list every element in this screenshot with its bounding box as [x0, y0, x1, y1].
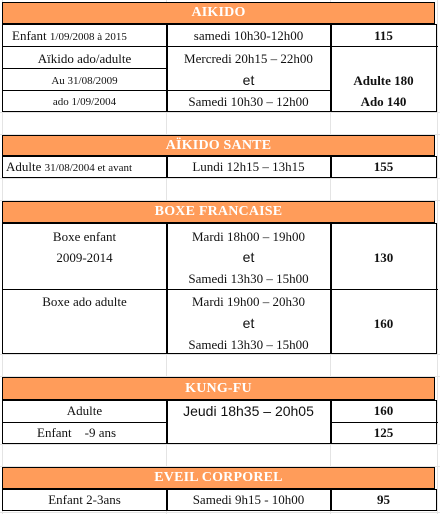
public-label: Enfant	[12, 28, 47, 43]
grid-line	[0, 444, 440, 445]
price-cell: 130	[373, 250, 394, 265]
schedule-cell: Jeudi 18h35 – 20h05	[183, 403, 314, 419]
schedule-table	[2, 24, 437, 112]
row-divider	[3, 46, 438, 47]
public-dates: 1/09/2008 à 2015	[49, 31, 127, 43]
schedule-cell: Samedi 9h15 - 10h00	[192, 492, 305, 507]
public-cell: Boxe enfant	[52, 229, 117, 244]
public-dates: Au 31/08/2009	[51, 75, 118, 87]
public-dates: 2009-2014	[56, 250, 113, 265]
schedule-cell: Mardi 18h00 – 19h00	[191, 229, 306, 244]
section-title: AÏKIDO SANTE	[2, 135, 435, 156]
schedule-connector: et	[242, 72, 255, 88]
schedule-cell: Lundi 12h15 – 13h15	[192, 159, 305, 174]
section-aikido	[2, 2, 437, 112]
section-kung-fu	[2, 377, 437, 444]
public-cell: Enfant 2-3ans	[48, 492, 121, 507]
section-title: BOXE FRANCAISE	[2, 201, 435, 223]
section-aikido-sante	[2, 135, 437, 178]
section-title: EVEIL CORPOREL	[2, 467, 435, 489]
public-dates: 31/08/2004 et avant	[44, 162, 133, 174]
row-divider	[3, 68, 166, 69]
schedule-table	[2, 223, 437, 354]
schedule-table	[2, 400, 437, 444]
price-cell: 115	[374, 28, 393, 43]
public-label: Adulte	[6, 159, 42, 174]
grid-line	[0, 512, 440, 513]
schedule-connector: et	[242, 249, 255, 265]
section-title: AIKIDO	[2, 2, 435, 24]
price-cell: Adulte 180	[353, 73, 414, 88]
row-divider	[3, 422, 166, 423]
public-cell: Boxe ado adulte	[42, 294, 127, 309]
grid-line	[437, 0, 438, 514]
public-cell: Enfant -9 ans	[37, 425, 117, 440]
row-divider	[3, 289, 438, 290]
price-cell: Ado 140	[360, 94, 407, 109]
row-divider	[331, 422, 438, 423]
price-cell: 155	[373, 159, 394, 174]
schedule-cell: Samedi 13h30 – 15h00	[188, 337, 309, 352]
price-cell: 160	[373, 316, 394, 331]
schedule-cell: samedi 10h30-12h00	[193, 28, 304, 43]
row-divider	[3, 90, 166, 91]
schedule-cell: Samedi 13h30 – 15h00	[188, 271, 309, 286]
price-cell: 125	[373, 425, 394, 440]
section-boxe-francaise	[2, 201, 437, 354]
schedule-cell: Mardi 19h00 – 20h30	[191, 294, 306, 309]
price-cell: 95	[377, 492, 390, 507]
schedule-connector: et	[242, 315, 255, 331]
public-cell	[6, 159, 132, 175]
price-cell: 160	[373, 403, 394, 418]
public-cell: Adulte	[66, 403, 103, 418]
schedule-table	[2, 489, 437, 511]
public-cell	[12, 28, 127, 44]
public-cell: Aïkido ado/adulte	[37, 51, 132, 66]
row-divider	[167, 90, 331, 91]
public-dates: ado 1/09/2004	[52, 96, 117, 108]
schedule-cell: Mercredi 20h15 – 22h00	[184, 51, 313, 66]
section-eveil-corporel	[2, 467, 437, 512]
grid-line	[0, 178, 440, 179]
grid-line	[0, 112, 440, 113]
schedule-table	[2, 156, 437, 178]
section-title: KUNG-FU	[2, 377, 435, 400]
schedule-cell: Samedi 10h30 – 12h00	[188, 94, 309, 109]
grid-line	[0, 354, 440, 355]
